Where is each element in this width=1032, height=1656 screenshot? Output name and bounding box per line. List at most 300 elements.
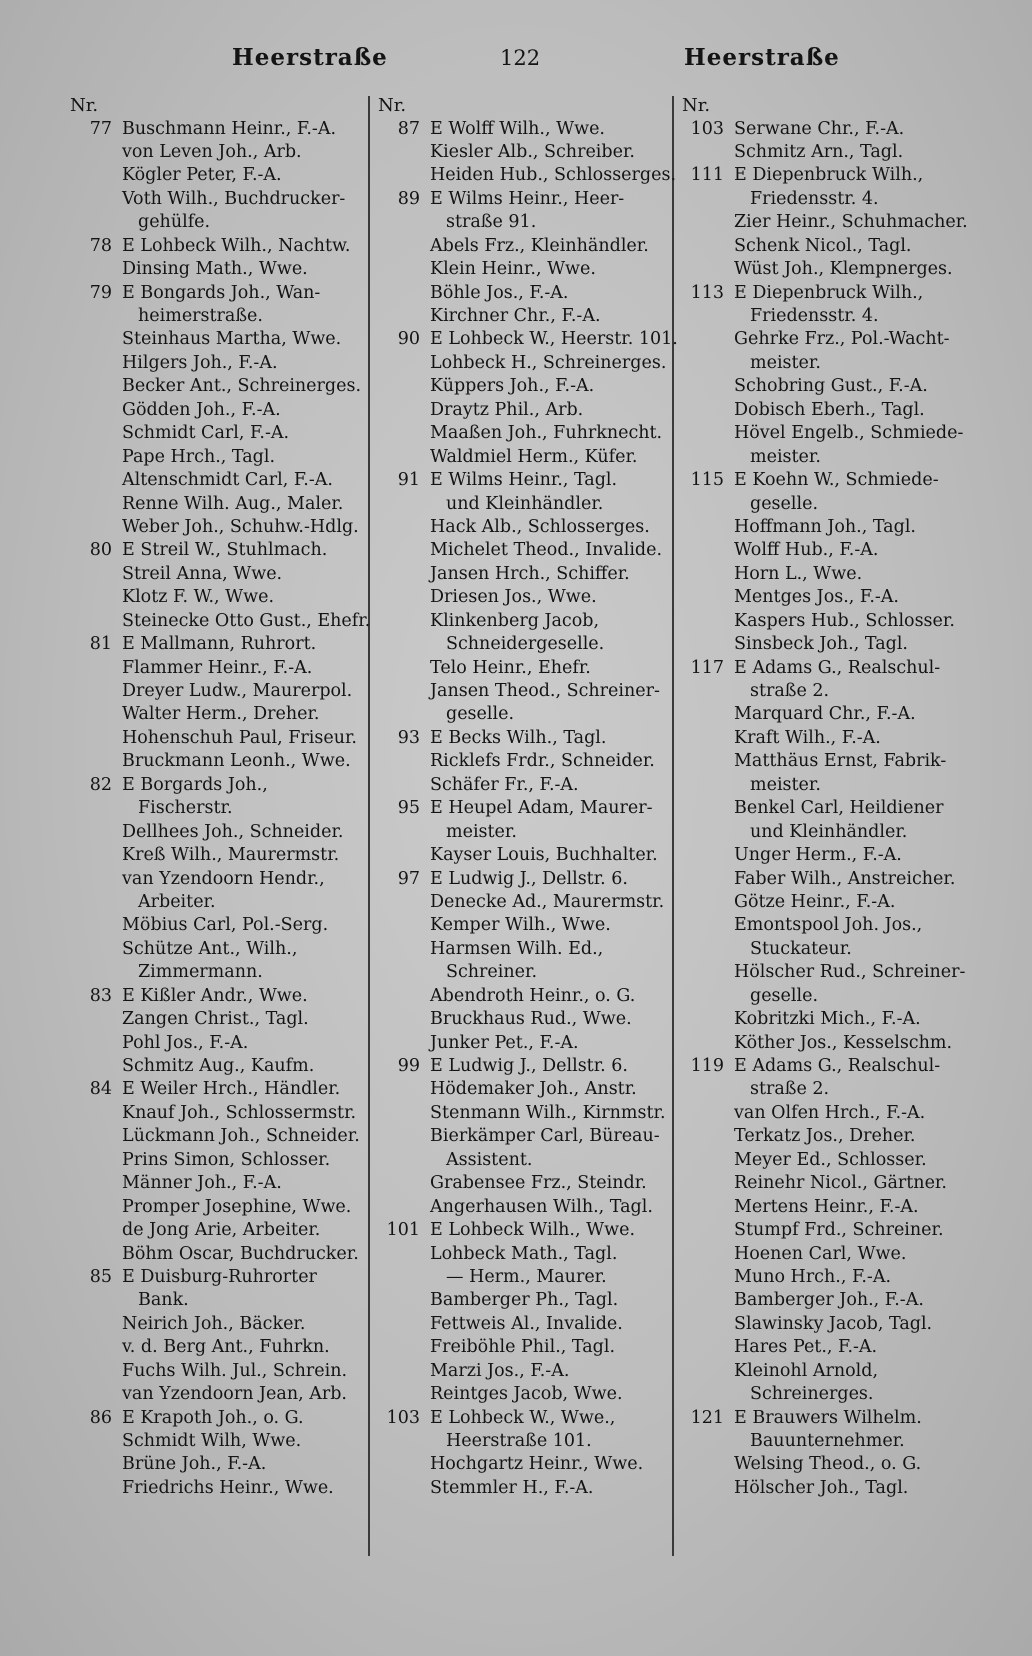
continuation-line (378, 211, 678, 234)
entry-text: Pohl Jos., F.-A. (122, 1032, 249, 1053)
house-entry (70, 1407, 370, 1430)
entry-text: meister. (750, 446, 821, 467)
resident-line (70, 1243, 370, 1266)
house-entry (682, 657, 982, 680)
resident-line (70, 493, 370, 516)
resident-line (682, 1219, 982, 1242)
entry-text: Schobring Gust., F.-A. (734, 376, 928, 397)
entry-text: Grabensee Frz., Steindr. (430, 1173, 647, 1194)
entry-text: Meyer Ed., Schlosser. (734, 1149, 927, 1170)
entry-text: Böhm Oscar, Buchdrucker. (122, 1243, 359, 1264)
entry-text: Köther Jos., Kesselschm. (734, 1032, 953, 1053)
entry-text: Wolff Hub., F.-A. (734, 540, 879, 561)
entry-text: E Duisburg-Ruhrorter (122, 1266, 317, 1287)
resident-line (378, 750, 678, 773)
resident-line (378, 422, 678, 445)
entry-text: Friedrichs Heinr., Wwe. (122, 1477, 334, 1498)
continuation-line (378, 821, 678, 844)
house-number: 111 (690, 165, 724, 186)
resident-line (70, 657, 370, 680)
continuation-line (378, 961, 678, 984)
resident-line (378, 539, 678, 562)
entry-text: van Yzendoorn Hendr., (122, 868, 325, 889)
resident-line (70, 1477, 370, 1500)
house-number: 83 (89, 985, 112, 1006)
resident-line (682, 1453, 982, 1476)
resident-line (682, 727, 982, 750)
entry-text: Hares Pet., F.-A. (734, 1337, 878, 1358)
entry-text: Zier Heinr., Schuhmacher. (734, 212, 968, 233)
entry-text: Bank. (138, 1290, 189, 1311)
resident-line (682, 914, 982, 937)
entry-text: Draytz Phil., Arb. (430, 399, 584, 420)
entry-text: Kögler Peter, F.-A. (122, 165, 282, 186)
entry-text: Abendroth Heinr., o. G. (430, 985, 636, 1006)
entry-text: Reinehr Nicol., Gärtner. (734, 1173, 947, 1194)
continuation-line (378, 493, 678, 516)
entry-text: Horn L., Wwe. (734, 563, 863, 584)
resident-line (378, 586, 678, 609)
house-entry (70, 235, 370, 258)
continuation-line (70, 797, 370, 820)
entry-text: Welsing Theod., o. G. (734, 1454, 922, 1475)
continuation-line (682, 188, 982, 211)
running-head-right: Heerstraße (684, 44, 840, 71)
entry-text: Reintges Jacob, Wwe. (430, 1384, 623, 1405)
entry-text: Michelet Theod., Invalide. (430, 540, 663, 561)
entry-text: Schmitz Aug., Kaufm. (122, 1056, 315, 1076)
entry-text: Sinsbeck Joh., Tagl. (734, 634, 908, 655)
entry-text: Streil Anna, Wwe. (122, 563, 283, 584)
resident-line (70, 1383, 370, 1406)
entry-text: Serwane Chr., F.-A. (734, 118, 905, 139)
entry-text: Promper Josephine, Wwe. (122, 1196, 352, 1217)
house-number: 77 (89, 118, 112, 139)
house-entry (378, 797, 678, 820)
house-entry (378, 188, 678, 211)
resident-line (70, 1313, 370, 1336)
entry-text: straße 2. (750, 1079, 830, 1100)
entry-text: Altenschmidt Carl, F.-A. (122, 470, 333, 491)
entry-text: meister. (750, 774, 821, 795)
resident-line (682, 1477, 982, 1500)
resident-line (378, 1078, 678, 1101)
house-number: 89 (397, 188, 420, 209)
house-number: 78 (89, 235, 112, 256)
resident-line (682, 586, 982, 609)
entry-text: Kiesler Alb., Schreiber. (430, 141, 635, 162)
entry-text: E Lohbeck Wilh., Wwe. (430, 1220, 636, 1241)
entry-text: gehülfe. (138, 212, 211, 233)
entry-text: Stenmann Wilh., Kirnmstr. (430, 1102, 666, 1123)
entry-text: Steinecke Otto Gust., Ehefr. (122, 610, 371, 631)
entry-text: Kirchner Chr., F.-A. (430, 306, 601, 326)
entry-text: Lohbeck H., Schreinerges. (430, 352, 667, 373)
resident-line (70, 375, 370, 398)
resident-line (682, 1243, 982, 1266)
entry-text: Assistent. (446, 1149, 533, 1170)
house-entry (378, 727, 678, 750)
resident-line (682, 375, 982, 398)
entry-text: Buschmann Heinr., F.-A. (122, 118, 337, 139)
entry-text: Friedensstr. 4. (750, 306, 879, 326)
entry-text: Driesen Jos., Wwe. (430, 587, 597, 608)
resident-line (70, 586, 370, 609)
entry-text: Angerhausen Wilh., Tagl. (430, 1196, 653, 1217)
entry-text: E Weiler Hrch., Händler. (122, 1079, 341, 1100)
entry-text: Telo Heinr., Ehefr. (430, 657, 591, 678)
resident-line (682, 211, 982, 234)
resident-line (378, 1008, 678, 1031)
resident-line (682, 1289, 982, 1312)
resident-line (70, 446, 370, 469)
resident-line (378, 1383, 678, 1406)
resident-line (70, 352, 370, 375)
entry-text: E Becks Wilh., Tagl. (430, 727, 607, 748)
house-number: 121 (690, 1407, 724, 1428)
entry-text: Fuchs Wilh. Jul., Schrein. (122, 1360, 348, 1381)
continuation-line (378, 633, 678, 656)
resident-line (682, 868, 982, 891)
house-entry (378, 328, 678, 351)
entry-text: Mertens Heinr., F.-A. (734, 1196, 919, 1217)
resident-line (70, 821, 370, 844)
entry-text: straße 2. (750, 681, 830, 701)
resident-line (70, 1336, 370, 1359)
entry-text: Marzi Jos., F.-A. (430, 1360, 570, 1381)
resident-line (378, 914, 678, 937)
resident-line (70, 1008, 370, 1031)
entry-text: Kraft Wilh., F.-A. (734, 727, 881, 748)
continuation-line (682, 938, 982, 961)
entry-text: E Kißler Andr., Wwe. (122, 985, 308, 1006)
entry-text: heimerstraße. (138, 306, 263, 326)
entry-text: Schmidt Wilh, Wwe. (122, 1431, 302, 1451)
entry-text: E Wilms Heinr., Tagl. (430, 470, 618, 491)
entry-text: E Lohbeck W., Wwe., (430, 1407, 616, 1428)
entry-text: E Diepenbruck Wilh., (734, 282, 924, 303)
resident-line (378, 164, 678, 187)
resident-line (682, 961, 982, 984)
entry-text: E Streil W., Stuhlmach. (122, 540, 328, 561)
entry-text: Bruckhaus Rud., Wwe. (430, 1009, 632, 1030)
entry-text: Kayser Louis, Buchhalter. (430, 845, 658, 866)
resident-line (378, 1453, 678, 1476)
continuation-line (682, 1078, 982, 1101)
resident-line (682, 1149, 982, 1172)
house-number: 103 (386, 1407, 420, 1428)
continuation-line (682, 1383, 982, 1406)
resident-line (682, 703, 982, 726)
resident-line (70, 610, 370, 633)
resident-line (682, 750, 982, 773)
resident-line (378, 1032, 678, 1055)
house-number: 95 (397, 798, 420, 819)
entry-text: Marquard Chr., F.-A. (734, 704, 916, 725)
entry-text: E Heupel Adam, Maurer- (430, 798, 653, 819)
entry-text: Arbeiter. (138, 891, 216, 912)
house-number: 87 (397, 118, 420, 139)
house-entry (378, 1219, 678, 1242)
house-entry (378, 1407, 678, 1430)
entry-text: Faber Wilh., Anstreicher. (734, 868, 956, 889)
entry-text: Unger Herm., F.-A. (734, 845, 902, 866)
entry-text: Kobritzki Mich., F.-A. (734, 1009, 921, 1030)
continuation-line (378, 1149, 678, 1172)
entry-text: Klein Heinr., Wwe. (430, 259, 596, 280)
resident-line (378, 891, 678, 914)
resident-line (70, 1196, 370, 1219)
entry-text: Dinsing Math., Wwe. (122, 259, 308, 280)
entry-text: Bamberger Joh., F.-A. (734, 1290, 924, 1311)
entry-text: Bruckmann Leonh., Wwe. (122, 751, 351, 772)
house-entry (682, 118, 982, 141)
entry-text: Weber Joh., Schuhw.-Hdlg. (122, 516, 359, 537)
entry-text: Schütze Ant., Wilh., (122, 938, 298, 959)
resident-line (70, 258, 370, 281)
house-entry (682, 1055, 982, 1078)
continuation-line (70, 1289, 370, 1312)
resident-line (378, 1102, 678, 1125)
house-number: 79 (89, 282, 112, 303)
resident-line (378, 235, 678, 258)
entry-text: Zimmermann. (138, 962, 263, 983)
resident-line (70, 1125, 370, 1148)
resident-line (70, 938, 370, 961)
resident-line (682, 141, 982, 164)
continuation-line (682, 774, 982, 797)
entry-text: Ricklefs Frdr., Schneider. (430, 751, 655, 772)
entry-text: Gödden Joh., F.-A. (122, 399, 281, 420)
house-number: 86 (89, 1407, 112, 1428)
continuation-line (682, 305, 982, 328)
entry-text: Kaspers Hub., Schlosser. (734, 610, 955, 631)
entry-text: Waldmiel Herm., Küfer. (430, 446, 638, 467)
resident-line (682, 1172, 982, 1195)
resident-line (682, 1336, 982, 1359)
entry-text: Möbius Carl, Pol.-Serg. (122, 915, 329, 936)
house-entry (378, 1055, 678, 1078)
resident-line (682, 1032, 982, 1055)
resident-line (682, 1266, 982, 1289)
resident-line (378, 1360, 678, 1383)
entry-text: Fischerstr. (138, 798, 233, 819)
resident-line (70, 1430, 370, 1453)
resident-line (682, 258, 982, 281)
resident-line (378, 258, 678, 281)
entry-text: straße 91. (446, 212, 537, 233)
house-number: 101 (386, 1220, 420, 1241)
resident-line (682, 516, 982, 539)
entry-text: E Bongards Joh., Wan- (122, 282, 321, 303)
resident-line (70, 914, 370, 937)
entry-text: geselle. (750, 493, 819, 514)
entry-text: von Leven Joh., Arb. (122, 141, 302, 162)
resident-line (682, 1360, 982, 1383)
house-number: 80 (89, 540, 112, 561)
entry-text: Schenk Nicol., Tagl. (734, 235, 912, 256)
house-number: 97 (397, 868, 420, 889)
resident-line (378, 774, 678, 797)
entry-text: Junker Pet., F.-A. (430, 1032, 579, 1053)
entry-text: — Herm., Maurer. (446, 1266, 607, 1287)
entry-text: E Wilms Heinr., Heer- (430, 188, 625, 209)
resident-line (70, 1055, 370, 1078)
resident-line (378, 1336, 678, 1359)
entry-text: E Lohbeck W., Heerstr. 101. (430, 329, 678, 350)
house-number: 84 (89, 1079, 112, 1100)
page-number: 122 (500, 46, 541, 70)
entry-text: van Olfen Hrch., F.-A. (734, 1102, 926, 1123)
resident-line (378, 446, 678, 469)
entry-text: Stuckateur. (750, 938, 852, 959)
resident-line (378, 375, 678, 398)
entry-text: E Lohbeck Wilh., Nachtw. (122, 235, 351, 256)
continuation-line (682, 446, 982, 469)
house-number: 113 (690, 282, 724, 303)
continuation-line (378, 703, 678, 726)
house-entry (378, 118, 678, 141)
entry-text: E Krapoth Joh., o. G. (122, 1407, 304, 1428)
entry-text: Heerstraße 101. (446, 1431, 592, 1451)
resident-line (378, 305, 678, 328)
entry-text: Terkatz Jos., Dreher. (734, 1126, 916, 1147)
resident-line (70, 1102, 370, 1125)
entry-text: Friedensstr. 4. (750, 188, 879, 209)
resident-line (682, 1313, 982, 1336)
resident-line (378, 399, 678, 422)
house-entry (70, 1078, 370, 1101)
continuation-line (70, 961, 370, 984)
resident-line (70, 1149, 370, 1172)
resident-line (378, 1289, 678, 1312)
entry-text: Schäfer Fr., F.-A. (430, 774, 579, 795)
column-heading: Nr. (682, 95, 711, 116)
entry-text: Schmidt Carl, F.-A. (122, 423, 290, 444)
entry-text: Bierkämper Carl, Büreau- (430, 1126, 660, 1147)
entry-text: Steinhaus Martha, Wwe. (122, 329, 342, 350)
house-entry (378, 868, 678, 891)
entry-text: Fettweis Al., Invalide. (430, 1313, 623, 1334)
resident-line (682, 1125, 982, 1148)
entry-text: Emontspool Joh. Jos., (734, 915, 923, 936)
entry-text: Muno Hrch., F.-A. (734, 1266, 892, 1287)
resident-line (378, 141, 678, 164)
resident-line (682, 1196, 982, 1219)
house-entry (682, 282, 982, 305)
entry-text: Jansen Theod., Schreiner- (430, 681, 660, 701)
resident-line (70, 1360, 370, 1383)
house-number: 82 (89, 774, 112, 795)
entry-text: Stemmler H., F.-A. (430, 1477, 594, 1498)
entry-text: Flammer Heinr., F.-A. (122, 657, 313, 678)
entry-text: meister. (446, 821, 517, 842)
entry-text: E Ludwig J., Dellstr. 6. (430, 1056, 628, 1076)
house-entry (378, 469, 678, 492)
entry-text: Hölscher Joh., Tagl. (734, 1477, 909, 1498)
entry-text: Hövel Engelb., Schmiede- (734, 423, 964, 444)
house-entry (70, 774, 370, 797)
continuation-line (682, 680, 982, 703)
house-number: 93 (397, 727, 420, 748)
resident-line (378, 516, 678, 539)
entry-text: E Adams G., Realschul- (734, 657, 941, 678)
resident-line (378, 938, 678, 961)
column-heading: Nr. (70, 95, 99, 116)
resident-line (378, 563, 678, 586)
resident-line (70, 516, 370, 539)
resident-line (70, 328, 370, 351)
entry-text: Klinkenberg Jacob, (430, 610, 600, 631)
entry-text: Matthäus Ernst, Fabrik- (734, 751, 947, 772)
resident-line (70, 1453, 370, 1476)
entry-text: E Brauwers Wilhelm. (734, 1407, 922, 1428)
house-entry (70, 633, 370, 656)
column-1 (70, 94, 370, 1500)
resident-line (378, 985, 678, 1008)
entry-text: Renne Wilh. Aug., Maler. (122, 493, 344, 514)
entry-text: E Adams G., Realschul- (734, 1056, 941, 1076)
resident-line (378, 1313, 678, 1336)
resident-line (378, 1477, 678, 1500)
house-entry (70, 985, 370, 1008)
house-number: 99 (397, 1056, 420, 1076)
resident-line (378, 610, 678, 633)
resident-line (70, 188, 370, 211)
entry-text: Dobisch Eberh., Tagl. (734, 399, 925, 420)
house-entry (682, 164, 982, 187)
resident-line (682, 399, 982, 422)
entry-text: Männer Joh., F.-A. (122, 1173, 282, 1194)
entry-text: Walter Herm., Dreher. (122, 704, 320, 725)
entry-text: E Mallmann, Ruhrort. (122, 634, 317, 655)
entry-text: Dellhees Joh., Schneider. (122, 821, 344, 842)
resident-line (70, 422, 370, 445)
entry-text: E Wolff Wilh., Wwe. (430, 118, 605, 139)
entry-text: Hilgers Joh., F.-A. (122, 352, 278, 373)
entry-text: Benkel Carl, Heildiener (734, 798, 944, 819)
column-2 (378, 94, 678, 1500)
house-number: 90 (397, 329, 420, 350)
continuation-line (378, 1266, 678, 1289)
resident-line (70, 469, 370, 492)
entry-text: Schneidergeselle. (446, 634, 605, 655)
running-head-left: Heerstraße (232, 44, 388, 71)
entry-text: Hohenschuh Paul, Friseur. (122, 727, 357, 748)
entry-text: Schreiner. (446, 962, 538, 983)
continuation-line (70, 891, 370, 914)
entry-text: Brüne Joh., F.-A. (122, 1454, 267, 1475)
entry-text: Kleinohl Arnold, (734, 1360, 879, 1381)
house-number: 91 (397, 470, 420, 491)
entry-text: Becker Ant., Schreinerges. (122, 376, 362, 397)
resident-line (682, 328, 982, 351)
entry-text: Pape Hrch., Tagl. (122, 446, 276, 467)
entry-text: Schmitz Arn., Tagl. (734, 141, 904, 162)
continuation-line (70, 211, 370, 234)
resident-line (378, 680, 678, 703)
entry-text: Lückmann Joh., Schneider. (122, 1126, 360, 1147)
entry-text: de Jong Arie, Arbeiter. (122, 1220, 321, 1241)
resident-line (682, 422, 982, 445)
continuation-line (682, 352, 982, 375)
entry-text: Klotz F. W., Wwe. (122, 587, 275, 608)
resident-line (70, 750, 370, 773)
resident-line (70, 399, 370, 422)
resident-line (70, 727, 370, 750)
house-entry (70, 282, 370, 305)
house-entry (682, 1407, 982, 1430)
